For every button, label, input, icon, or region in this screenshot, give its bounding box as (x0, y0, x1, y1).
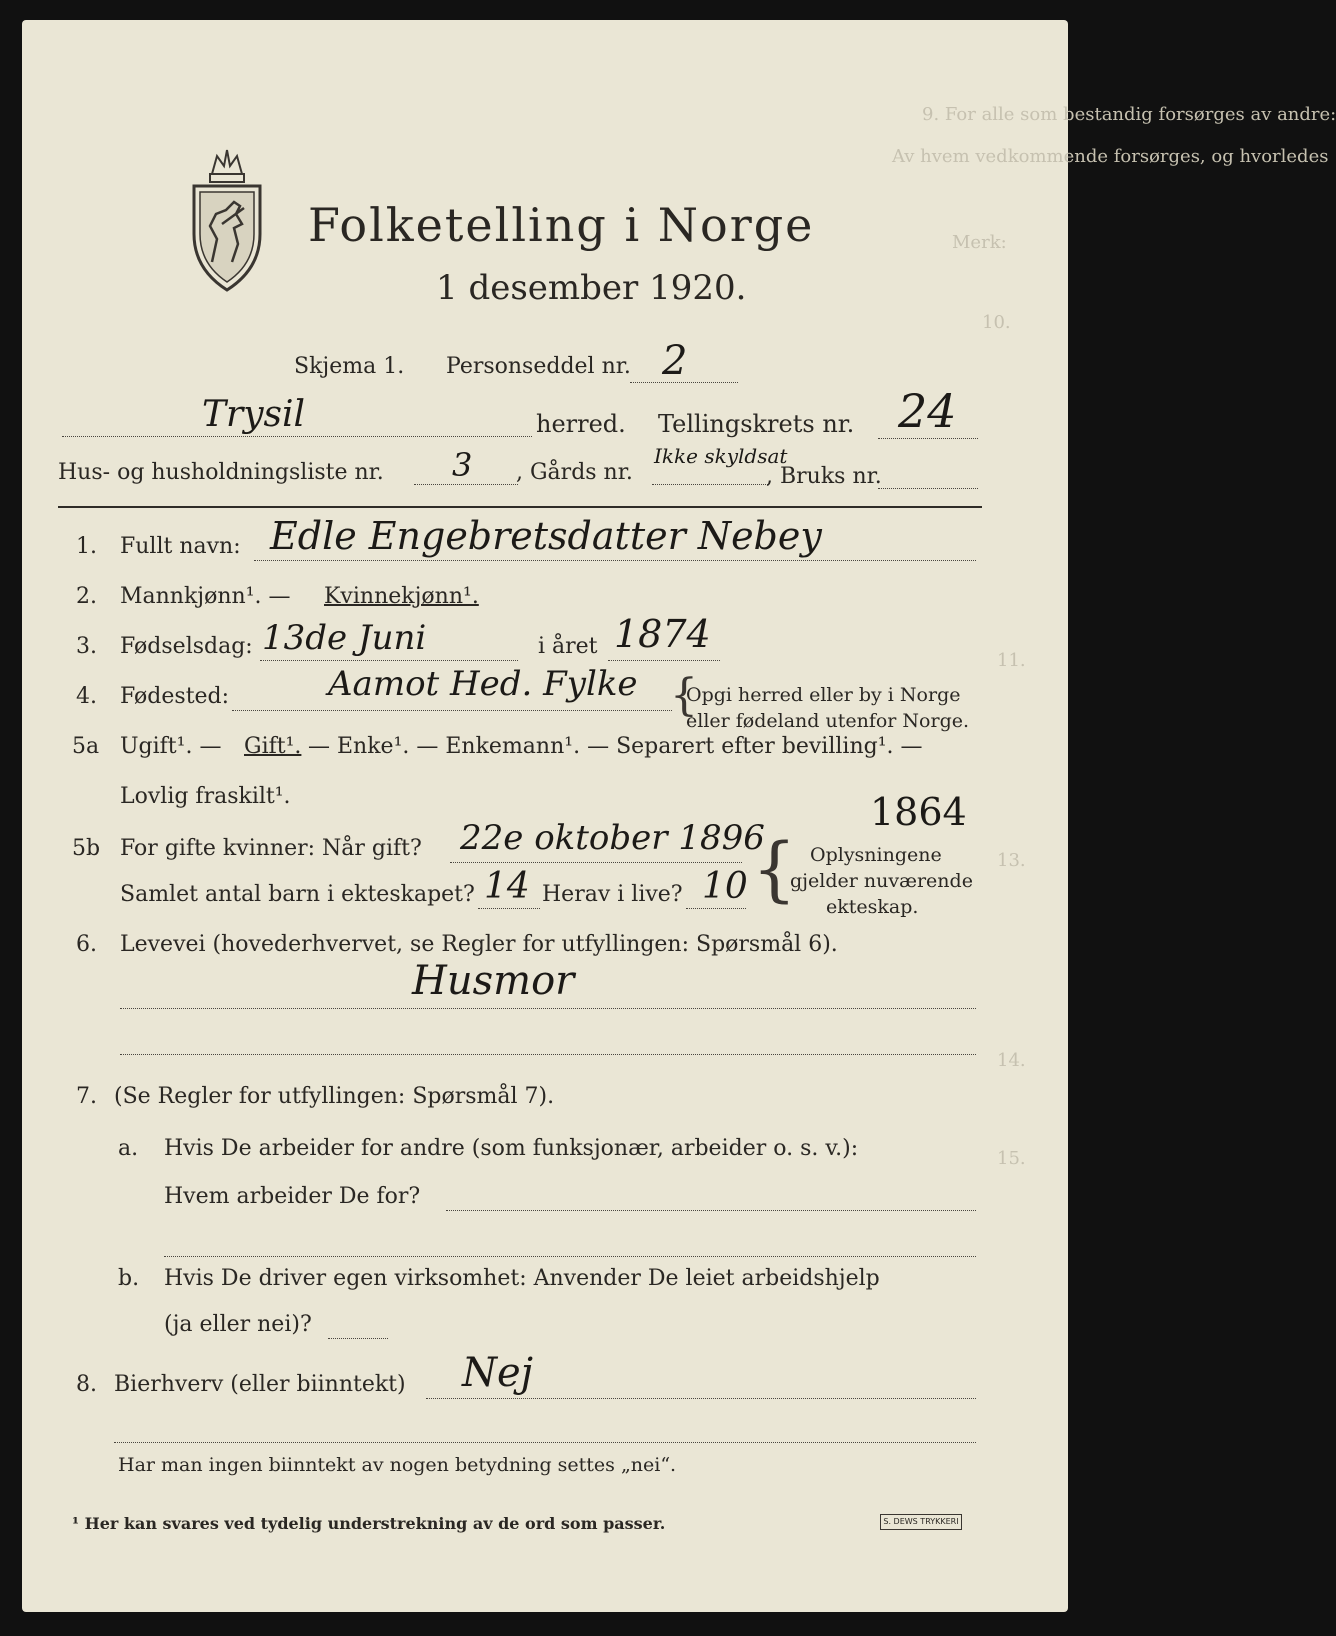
ghost-text: 13. (997, 850, 1026, 871)
q7b-question: (ja eller nei)? (164, 1312, 312, 1337)
alive-label: Herav i live? (542, 882, 683, 907)
children-value: 14 (484, 866, 530, 907)
q7a-text: Hvis De arbeider for andre (som funksjonær, arbeider o. s. v.): (164, 1136, 859, 1161)
q5a-other-options: — Enke¹. — Enkemann¹. — Separert efter bevilling¹. — (308, 734, 923, 759)
q2-female-underlined: Kvinnekjønn¹. (324, 584, 479, 609)
q5b-note-line2: gjelder nuværende (790, 870, 973, 892)
q5a-gift-underlined: Gift¹. (244, 734, 302, 759)
q4-note-line2: eller fødeland utenfor Norge. (686, 710, 970, 732)
ghost-text: 10. (982, 312, 1011, 333)
birth-year-value: 1874 (614, 612, 711, 656)
q5a-ugift: Ugift¹. — (120, 734, 222, 759)
q5a-number: 5a (72, 734, 100, 759)
tellingskrets-value: 24 (898, 384, 957, 438)
q1-number: 1. (76, 534, 97, 559)
q4-number: 4. (76, 684, 97, 709)
husliste-value: 3 (452, 446, 473, 484)
herred-value: Trysil (202, 394, 306, 435)
full-name-value: Edle Engebretsdatter Nebey (270, 514, 822, 558)
form-title: Folketelling i Norge (308, 198, 815, 252)
norwegian-coat-of-arms-icon (182, 144, 272, 294)
married-date-value: 22e oktober 1896 (460, 818, 765, 858)
children-label: Samlet antal barn i ekteskapet? (120, 882, 475, 907)
q8-label: Bierhverv (eller biinntekt) (114, 1372, 406, 1397)
q5b-label: For gifte kvinner: Når gift? (120, 836, 422, 861)
q7a-question: Hvem arbeider De for? (164, 1184, 421, 1209)
section-divider (58, 506, 982, 508)
q6-number: 6. (76, 932, 97, 957)
ghost-text: 14. (997, 1050, 1026, 1071)
q6-label: Levevei (hovederhvervet, se Regler for utfyllingen: Spørsmål 6). (120, 932, 838, 957)
ghost-text: 9. For alle som bestandig forsørges av andre: (922, 104, 1336, 125)
q3-label: Fødselsdag: (120, 634, 253, 659)
footnote: ¹ Her kan svares ved tydelig understrekning av de ord som passer. (72, 1514, 666, 1533)
birthday-value: 13de Juni (262, 618, 427, 658)
gards-value: Ikke skyldsat (654, 444, 788, 468)
q7a-letter: a. (118, 1136, 139, 1161)
q5b-note-line3: ekteskap. (826, 896, 919, 918)
skjema-label: Skjema 1. (294, 354, 405, 379)
q4-note-line1: Opgi herred eller by i Norge (686, 684, 961, 706)
q5b-extra-annotation: 1864 (870, 790, 967, 834)
q5a-line2: Lovlig fraskilt¹. (120, 784, 291, 809)
printer-stamp: S. DEWS TRYKKERI (880, 1514, 962, 1530)
q2-number: 2. (76, 584, 97, 609)
ghost-text: Av hvem vedkommende forsørges, og hvorledes (892, 146, 1329, 167)
ghost-text: Merk: (952, 232, 1007, 253)
ghost-text: 11. (997, 650, 1026, 671)
footer-note: Har man ingen biinntekt av nogen betydning settes „nei“. (118, 1454, 677, 1476)
side-income-value: Nej (462, 1350, 534, 1396)
q5b-number: 5b (72, 836, 101, 861)
tellingskrets-label: Tellingskrets nr. (658, 410, 855, 438)
census-form-paper: 9. For alle som bestandig forsørges av andre: Av hvem vedkommende forsørges, og hvorledes Merk: 10. 11. 13. 14. 15. Folketelling i Norge 1 desember 1920. Skjema 1. Personseddel nr. 2 Trysil herred. Tellingskrets nr. 24 Hus- og husholdningsliste nr. 3 , Gårds nr. Ikke skyldsat , Bruks nr. 1. Fullt navn: Edle Engebretsdatter Nebey 2. Mannkjønn¹. — Kvinnekjønn¹. 3. Fødselsdag: 13de Juni i året 1874 4. Fødested: Aamot Hed. Fylke { Opgi herred eller by i Norge eller fødeland utenfor Norge. 5a Ugift¹. — Gift¹. — Enke¹. — Enkemann¹. — Separert efter bevilling¹. — Lovlig fraskilt¹. 1864 5b For gifte kvinner: Når gift? 22e oktober 1896 Samlet antal barn i ekteskapet? 14 Herav i live? 10 { Oplysningene gjelder nuværende ekteskap. 6. Levevei (hovederhvervet, se Regler for utfyllingen: Spørsmål 6). Husmor 7. (Se Regler for utfyllingen: Spørsmål 7). a. Hvis De arbeider for andre (som funksjonær, arbeider o. s. v.): Hvem arbeider De for? b. Hvis De driver egen virksomhet: Anvender De leiet arbeidshjelp (ja eller nei)? 8. Bierhverv (eller biinntekt) Nej Har man ingen biinntekt av nogen betydning settes „nei“. ¹ Her kan svares ved tydelig understrekning av de ord som passer. S. DEWS TRYKKERI (22, 20, 1068, 1612)
q7-label: (Se Regler for utfyllingen: Spørsmål 7). (114, 1084, 555, 1109)
occupation-value: Husmor (412, 958, 575, 1004)
gards-label: , Gårds nr. (516, 460, 633, 485)
ghost-text: 15. (997, 1148, 1026, 1169)
census-date: 1 desember 1920. (436, 268, 747, 308)
q7b-letter: b. (118, 1266, 140, 1291)
birthplace-value: Aamot Hed. Fylke (328, 664, 638, 704)
year-label: i året (538, 634, 598, 659)
q2-male: Mannkjønn¹. — (120, 584, 291, 609)
herred-label: herred. (536, 410, 626, 438)
q4-label: Fødested: (120, 684, 230, 709)
q7b-text: Hvis De driver egen virksomhet: Anvender De leiet arbeidshjelp (164, 1266, 880, 1291)
personseddel-label: Personseddel nr. (446, 354, 631, 379)
q1-label: Fullt navn: (120, 534, 241, 559)
q3-number: 3. (76, 634, 97, 659)
personseddel-value: 2 (662, 338, 688, 384)
q8-number: 8. (76, 1372, 97, 1397)
q7-number: 7. (76, 1084, 97, 1109)
q5b-note-line1: Oplysningene (810, 844, 942, 866)
husliste-label: Hus- og husholdningsliste nr. (58, 460, 384, 485)
alive-value: 10 (702, 866, 748, 907)
bruks-label: , Bruks nr. (766, 464, 882, 489)
